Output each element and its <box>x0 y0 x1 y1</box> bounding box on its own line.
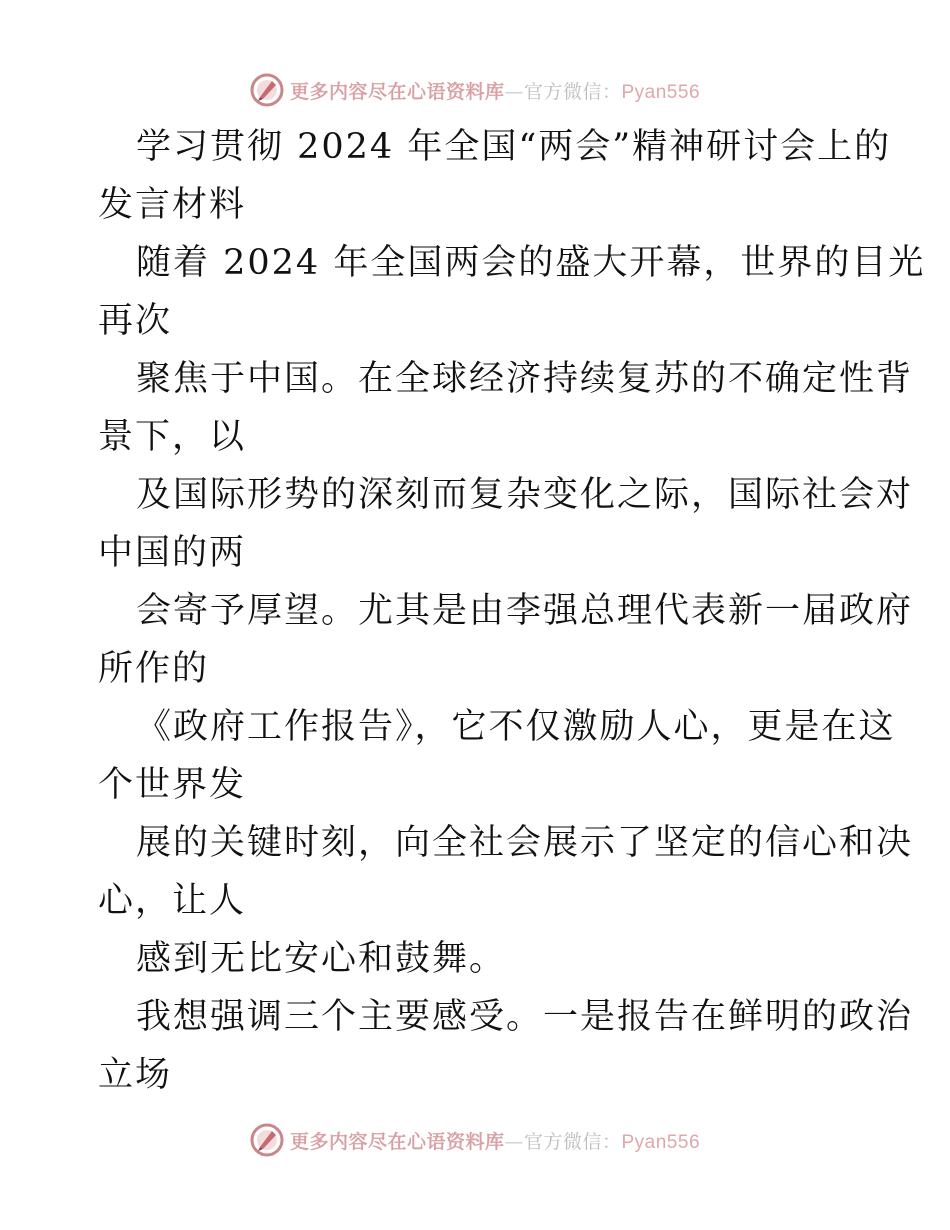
text-line: 会寄予厚望。尤其是由李强总理代表新一届政府 <box>136 591 914 631</box>
banner-separator: — <box>504 1130 524 1153</box>
text-line: 心，让人 <box>98 881 247 921</box>
pen-nib-logo-icon <box>250 1123 284 1157</box>
pen-nib-logo-icon <box>250 73 284 107</box>
text-line: 所作的 <box>98 649 210 689</box>
text-line: 个世界发 <box>98 765 247 805</box>
banner-title: 更多内容尽在心语资料库 <box>289 1130 505 1153</box>
text-line: 发言材料 <box>98 185 247 225</box>
text-line: 感到无比安心和鼓舞。 <box>136 939 507 979</box>
banner-wechat-id: Pyan556 <box>621 1131 701 1153</box>
text-line: 景下，以 <box>98 417 247 457</box>
text-line: 我想强调三个主要感受。一是报告在鲜明的政治 <box>136 997 914 1037</box>
text-line: 及国际形势的深刻而复杂变化之际，国际社会对 <box>136 475 914 515</box>
text-line: 聚焦于中国。在全球经济持续复苏的不确定性背 <box>136 359 914 399</box>
document-body <box>98 118 926 1104</box>
banner-title: 更多内容尽在心语资料库 <box>289 80 505 103</box>
text-line: 再次 <box>98 301 173 341</box>
text-line: 学习贯彻 2024 年全国“两会”精神研讨会上的 <box>136 127 892 167</box>
header-banner[interactable] <box>0 70 950 110</box>
footer-banner[interactable] <box>0 1120 950 1160</box>
banner-wechat-label: 官方微信： <box>523 80 622 103</box>
text-line: 展的关键时刻，向全社会展示了坚定的信心和决 <box>136 823 914 863</box>
banner-wechat-id: Pyan556 <box>621 81 701 103</box>
text-line: 中国的两 <box>98 533 247 573</box>
banner-separator: — <box>504 80 524 103</box>
text-line: 《政府工作报告》，它不仅激励人心，更是在这 <box>136 707 896 747</box>
banner-wechat-label: 官方微信： <box>523 1130 622 1153</box>
text-line: 立场 <box>98 1055 173 1095</box>
text-line: 随着 2024 年全国两会的盛大开幕，世界的目光 <box>136 243 926 283</box>
